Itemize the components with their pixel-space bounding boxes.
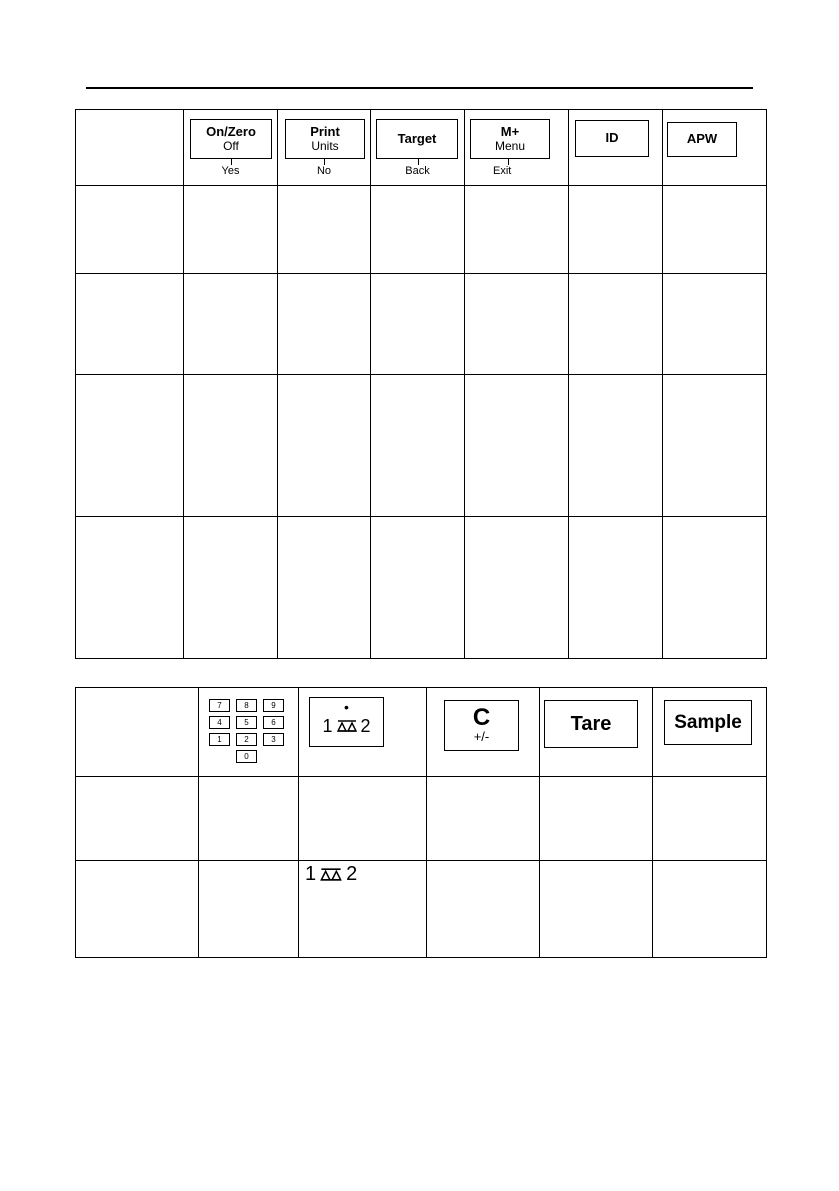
scale-switch-glyph [305, 863, 357, 886]
keypad-key-0: 0 [236, 750, 257, 763]
tare-key [544, 700, 638, 748]
key-main-label: APW [686, 131, 718, 147]
balance-icon [337, 719, 357, 733]
table-row [76, 186, 767, 274]
apw-key-cell [663, 110, 767, 186]
id-key-cell [569, 110, 663, 186]
key-main-label: ID [605, 130, 619, 146]
clear-key-cell [427, 688, 540, 777]
key-main-label: Sample [674, 711, 742, 733]
numeric-keypad [209, 699, 284, 767]
print-key [285, 119, 365, 159]
row-label-cell [76, 110, 184, 186]
key-main-label: On/Zero [206, 123, 256, 139]
keypad-key-4: 4 [209, 716, 230, 729]
clear-key [444, 700, 519, 751]
keypad-key-5: 5 [236, 716, 257, 729]
sample-key [664, 700, 752, 745]
scale-1-label: 1 [322, 716, 333, 736]
key-main-label: C [472, 704, 491, 732]
balance-icon [320, 867, 342, 882]
header-rule [86, 87, 753, 89]
print-key-cell [278, 110, 371, 186]
key-function-table-top [75, 109, 767, 659]
target-key-cell [371, 110, 465, 186]
key-secondary-label: Yes [221, 165, 240, 177]
header-row [76, 110, 767, 186]
keypad-key-8: 8 [236, 699, 257, 712]
m-plus-key-cell [465, 110, 569, 186]
apw-key [667, 122, 737, 157]
row-label-cell [76, 688, 199, 777]
scale-2-label: 2 [360, 716, 371, 736]
key-main-label: Target [397, 130, 437, 146]
tare-key-cell [540, 688, 653, 777]
scale-glyph-cell [299, 861, 427, 958]
table-row [76, 861, 767, 958]
key-sub-label: Menu [494, 138, 526, 153]
header-row [76, 688, 767, 777]
keypad-key-3: 3 [263, 733, 284, 746]
on-zero-key-cell [184, 110, 278, 186]
table-row [76, 777, 767, 861]
key-sub-label: Units [311, 138, 339, 153]
m-plus-key [470, 119, 550, 159]
keypad-key-1: 1 [209, 733, 230, 746]
scale-switch-glyph [322, 716, 370, 737]
callout-tick [231, 158, 232, 165]
sample-key-cell [653, 688, 767, 777]
numeric-keypad-cell [199, 688, 299, 777]
key-main-label: M+ [500, 123, 520, 139]
table-row [76, 274, 767, 375]
key-secondary-label: Back [405, 165, 430, 177]
on-zero-key [190, 119, 272, 159]
key-function-table-bottom [75, 687, 767, 958]
keypad-key-2: 2 [236, 733, 257, 746]
table-row [76, 375, 767, 517]
key-main-label: Print [310, 123, 340, 139]
table-row [76, 517, 767, 659]
key-sub-label: Off [223, 138, 239, 153]
keypad-key-6: 6 [263, 716, 284, 729]
callout-tick [324, 158, 325, 165]
keypad-key-9: 9 [263, 699, 284, 712]
key-secondary-label: No [316, 165, 332, 177]
id-key [575, 120, 649, 157]
scale-1-label: 1 [305, 863, 317, 885]
scale-select-key [309, 697, 384, 747]
key-main-label: Tare [570, 712, 612, 735]
callout-tick [508, 158, 509, 165]
key-sub-label: +/- [473, 729, 490, 745]
scale-2-label: 2 [346, 863, 358, 885]
decimal-dot: • [344, 699, 349, 715]
keypad-key-7: 7 [209, 699, 230, 712]
target-key [376, 119, 458, 159]
key-secondary-label: Exit [493, 165, 512, 177]
callout-tick [418, 158, 419, 165]
scale-select-key-cell [299, 688, 427, 777]
